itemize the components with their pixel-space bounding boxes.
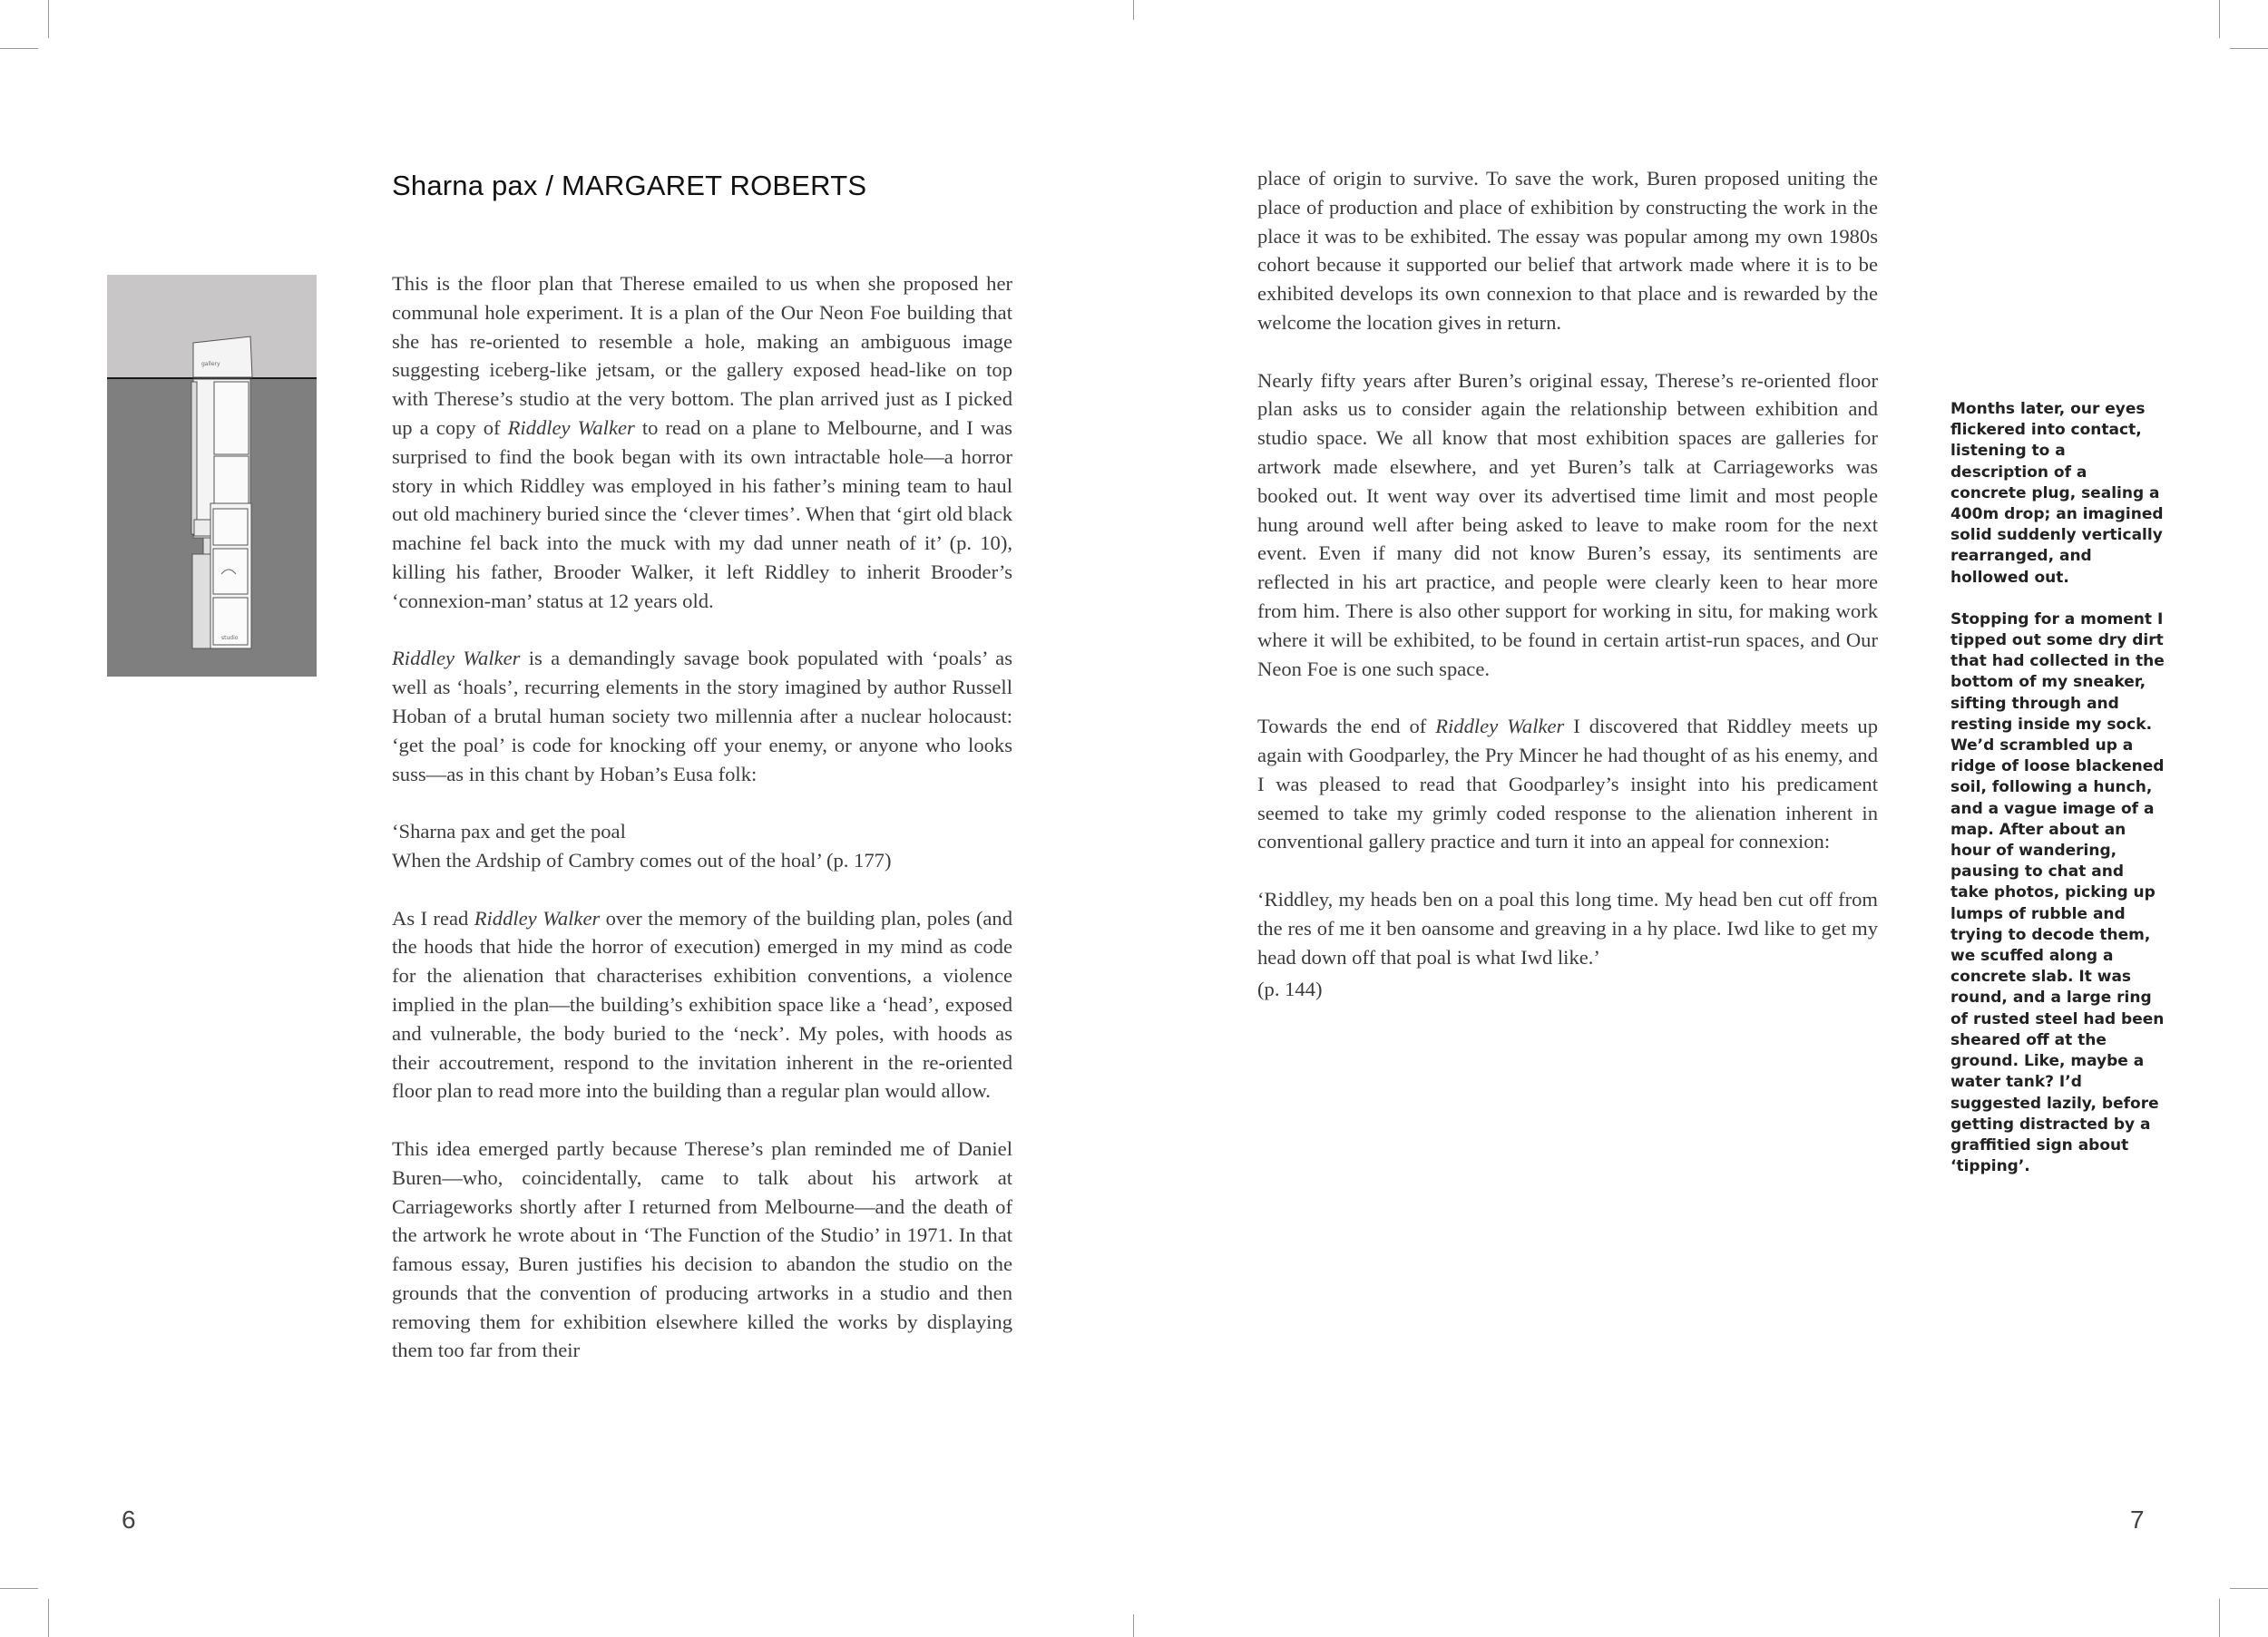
crop-mark bbox=[48, 0, 49, 38]
block-quote bbox=[392, 817, 1012, 875]
crop-mark bbox=[2219, 0, 2220, 38]
crop-mark bbox=[1133, 1614, 1134, 1637]
floor-plan-label-studio: studio bbox=[221, 635, 239, 641]
paragraph: As I read Riddley Walker over the memory of the building plan, poles (and the hoods that hide the horror of execution) emerged in my mind as code for the alienation that characterises exhibition conventions, a violence implied in the plan—the building’s exhibition space like a ‘head’, exposed and vulnerable, the body buried to the ‘neck’. My poles, with hoods as their accoutrement, respond to the invitation inherent in the re-oriented floor plan to read more into the building than a regular plan would allow. bbox=[392, 906, 1012, 1103]
sidebar-note bbox=[1950, 399, 2165, 1198]
book-title: Riddley Walker bbox=[392, 647, 521, 670]
crop-mark bbox=[2230, 48, 2268, 49]
floor-plan-drawing bbox=[107, 275, 317, 677]
quote-line: ‘Sharna pax and get the poal bbox=[392, 820, 626, 843]
quote-line: When the Ardship of Cambry comes out of the hoal’ (p. 177) bbox=[392, 848, 892, 872]
citation: (p. 144) bbox=[1257, 978, 1323, 1001]
page-number-right: 7 bbox=[2130, 1505, 2145, 1534]
paragraph: This is the floor plan that Therese emailed to us when she proposed her communal hole experiment. It is a plan of the Our Neon Foe building that she has re-oriented to resemble a hole, making an ambiguous image suggesting iceberg-like jetsam, or the gallery exposed head-like on top with Therese’s studio at the very bottom. The plan arrived just as I picked up a copy of Riddley Walker to read on a plane to Melbourne, and I was surprised to find the book began with its own intractable hole—a horror story in which Riddley was employed in his father’s mining team to haul out old machinery buried since the ‘clever times’. When that ‘girt old black machine fel back into the muck with my dad unner neath of it’ (p. 10), killing his father, Brooder Walker, it left Riddley to inherit Brooder’s ‘connexion-man’ status at 12 years old. bbox=[392, 272, 1012, 612]
crop-mark bbox=[48, 1599, 49, 1637]
sidebar-paragraph: Months later, our eyes flickered into contact, listening to a description of a concrete plug, sealing a 400m drop; an imagined solid suddenly vertically rearranged, and hollowed out. bbox=[1950, 400, 2164, 587]
block-quote: ‘Riddley, my heads ben on a poal this long time. My head ben cut off from the res of me it ben oansome and greaving in a hy place. Iwd like to get my head down off that poal is what Iwd like.’ bbox=[1257, 887, 1878, 969]
paragraph: Riddley Walker is a demandingly savage book populated with ‘poals’ as well as ‘hoals’, recurring elements in the story imagined by author Russell Hoban of a brutal human society two millennia after a nuclear holocaust: ‘get the poal’ is code for knocking off your enemy, or anyone who looks suss—as in this chant by Hoban’s Eusa folk: bbox=[392, 647, 1012, 785]
sidebar-paragraph: Stopping for a moment I tipped out some dry dirt that had collected in the bottom of my sneaker, sifting through and resting inside my sock. We’d scrambled up a ridge of loose blackened soil, following a hunch, and a vague image of a map. After about an hour of wandering, pausing to chat and take photos, picking up lumps of rubble and trying to decode them, we scuffed along a concrete slab. It was round, and a large ring of rusted steel had been sheared off at the ground. Like, maybe a water tank? I’d suggested lazily, before getting distracted by a graffitied sign about ‘tipping’. bbox=[1950, 609, 2165, 1176]
left-column bbox=[392, 269, 1012, 1365]
paragraph: This idea emerged partly because Therese’s plan reminded me of Daniel Buren—who, coincidentally, came to talk about his artwork at Carriageworks shortly after I returned from Melbourne—and the death of the artwork he wrote about in ‘The Function of the Studio’ in 1971. In that famous essay, Buren justifies his decision to abandon the studio on the grounds that the convention of producing artworks in a studio and then removing them for exhibition elsewhere killed the works by displaying them too far from their bbox=[392, 1136, 1012, 1362]
book-title: Riddley Walker bbox=[1435, 715, 1565, 738]
right-column bbox=[1257, 164, 1878, 1004]
floor-plan-image bbox=[107, 275, 317, 677]
page-number-left: 6 bbox=[122, 1505, 136, 1534]
crop-mark bbox=[2219, 1599, 2220, 1637]
floor-plan-label-gallery: gallery bbox=[201, 361, 220, 367]
paragraph: Nearly fifty years after Buren’s original essay, Therese’s re-oriented floor plan asks us to consider again the relationship between exhibition and studio space. We all know that most exhibition spaces are galleries for artwork made elsewhere, and yet Buren’s talk at Carriageworks was booked out. It went way over its advertised time limit and most people hung around well after being asked to leave to make room for the next event. Even if many did not know Buren’s essay, its sentiments are reflected in his art practice, and people were clearly keen to hear more from him. There is also other support for working in situ, for making work where it will be exhibited, to be found in certain artist-run spaces, and Our Neon Foe is one such space. bbox=[1257, 368, 1878, 680]
book-title: Riddley Walker bbox=[507, 415, 635, 439]
crop-mark bbox=[2230, 1588, 2268, 1589]
paragraph: place of origin to survive. To save the work, Buren proposed uniting the place of production and place of exhibition by constructing the work in the place it was to be exhibited. The essay was popular among my own 1980s cohort because it supported our belief that artwork made where it is to be exhibited develops its own connexion to that place and is rewarded by the welcome the location gives in return. bbox=[1257, 167, 1878, 334]
crop-mark bbox=[1133, 0, 1134, 20]
crop-mark bbox=[0, 48, 38, 49]
paragraph: Towards the end of Riddley Walker I discovered that Riddley meets up again with Goodparley, the Pry Mincer he had thought of as his enemy, and I was pleased to read that Goodparley’s insight into his predicament seemed to take my grimly coded response to the alienation inherent in conventional gallery practice and turn it into an appeal for connexion: bbox=[1257, 715, 1879, 853]
page-title: Sharna pax / MARGARET ROBERTS bbox=[392, 170, 867, 201]
book-title: Riddley Walker bbox=[474, 906, 601, 930]
crop-mark bbox=[0, 1588, 38, 1589]
